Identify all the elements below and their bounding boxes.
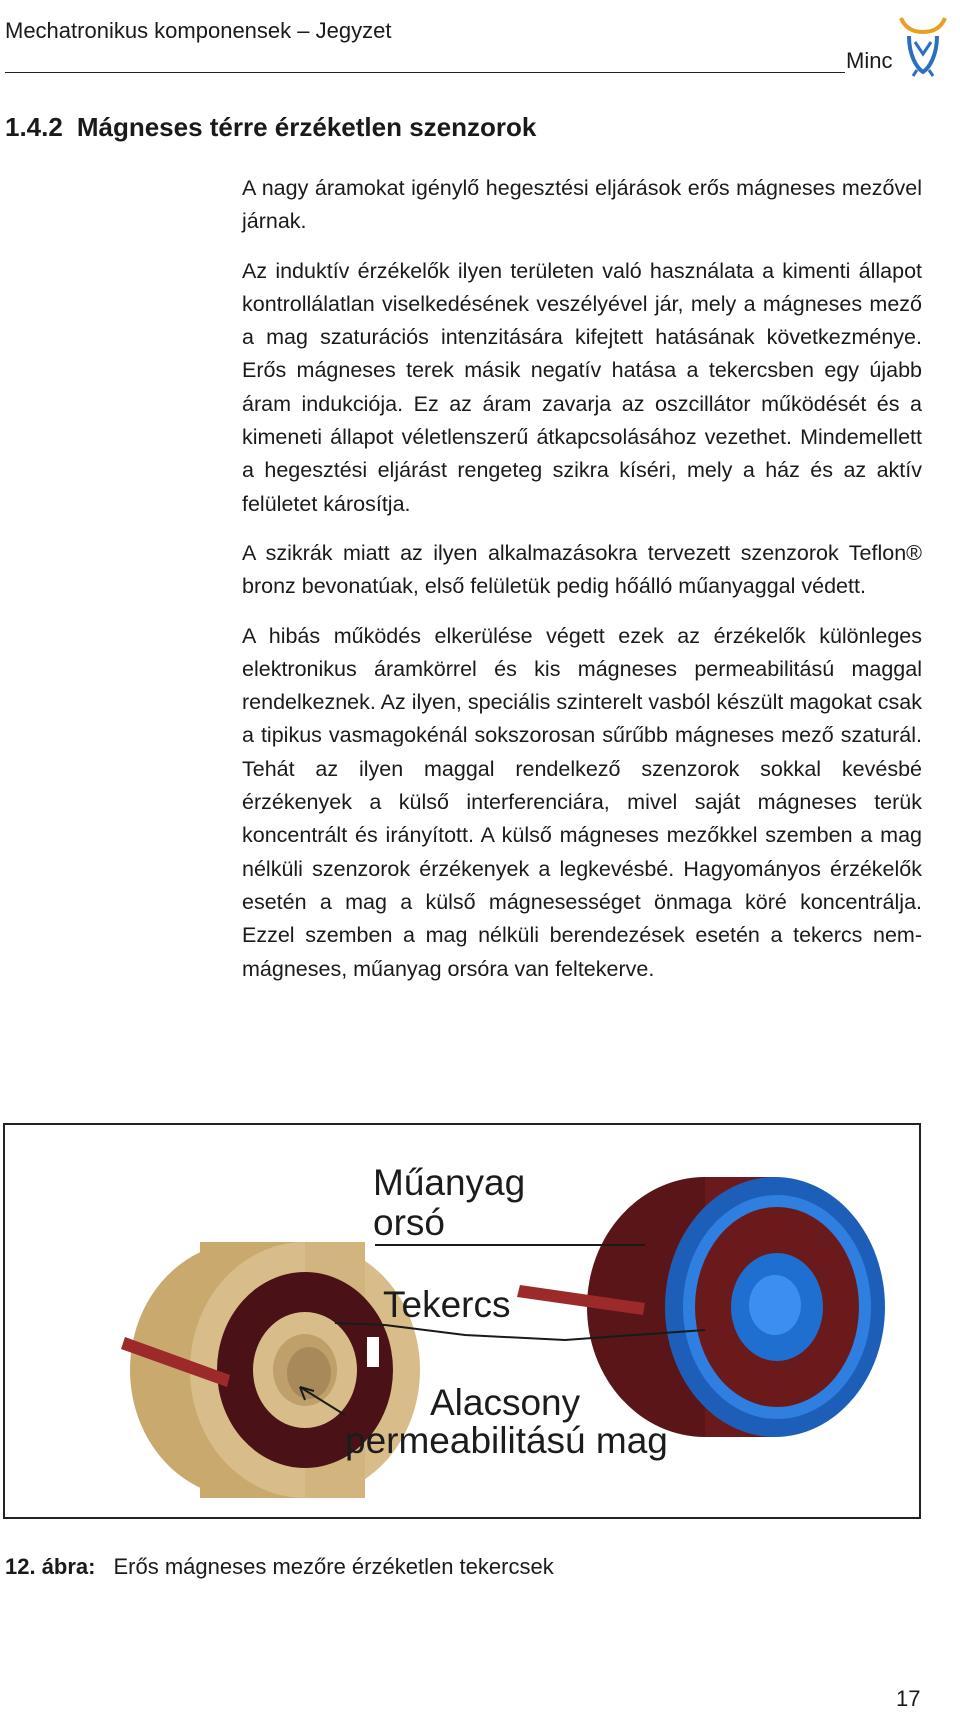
coil-illustration (5, 1125, 919, 1517)
page-number: 17 (896, 1686, 921, 1711)
caption-text: Erős mágneses mezőre érzéketlen tekercsek (113, 1554, 554, 1579)
section-title: Mágneses térre érzéketlen szenzorok (76, 112, 537, 142)
paragraph-4: A hibás működés elkerülése végett ezek az érzékelők különleges elektronikus áramkörrel és kis mágneses permeabilitású maggal rendelkeznek. Az ilyen, speciális szinterelt vasból készült magokat csak a tipikus vasmagokénál sokszorosan sűrűbb mágneses mező szaturál. Tehát az ilyen maggal rendelkező szenzorok sokkal kevésbé érzékenyek a külső interferenciára, mivel saját mágneses terük koncentrált és irányított. A külső mágneses mezőkkel szemben a mag nélküli szenzorok érzékenyek a legkevésbé. Hagyományos érzékelők esetén a mag a külső mágnesességet önmaga köré koncentrálja. Ezzel szemben a mag nélküli berendezések esetén a tekercs nem-mágneses, műanyag orsóra van feltekerve. (242, 623, 922, 981)
paragraph-3: A szikrák miatt az ilyen alkalmazásokra tervezett szenzorok Teflon® bronz bevonatúak, első felületük pedig hőálló műanyaggal védett. (242, 540, 922, 599)
header-rule (5, 72, 845, 73)
logo-icon (895, 12, 951, 78)
label-bobbin-line1: Műanyag (373, 1162, 526, 1203)
figure-caption (5, 1554, 554, 1580)
section-number: 1.4.2 (5, 112, 63, 142)
figure-coils (3, 1123, 921, 1519)
header-title: Mechatronikus komponensek – Jegyzet (5, 18, 392, 43)
paragraph-2: Az induktív érzékelők ilyen területen való használata a kimenti állapot kontrollálatlan viselkedésének veszélyével jár, mely a mágneses mező a mag szaturációs intenzitására kifejtett hatásának következménye. Erős mágneses terek másik negatív hatása a tekercsben egy újabb áram indukciója. Ez az áram zavarja az oszcillátor működését és a kimeneti állapot véletlenszerű átkapcsolásához vezethet. Mindemellett a hegesztési eljárást rengeteg szikra kíséri, mely a ház és az aktív felületet károsítja. (242, 258, 922, 516)
label-bobbin-line2: orsó (373, 1202, 445, 1243)
label-core-line1: Alacsony (430, 1382, 581, 1423)
label-core-line2: permeabilitású mag (345, 1420, 668, 1461)
caption-label: 12. ábra: (5, 1554, 96, 1579)
paragraph-1: A nagy áramokat igénylő hegesztési eljárások erős mágneses mezővel járnak. (242, 176, 922, 234)
header-author: Minc (846, 48, 893, 73)
body-text (242, 172, 922, 1002)
section-heading (5, 112, 536, 143)
label-coil: Tekercs (383, 1284, 511, 1325)
